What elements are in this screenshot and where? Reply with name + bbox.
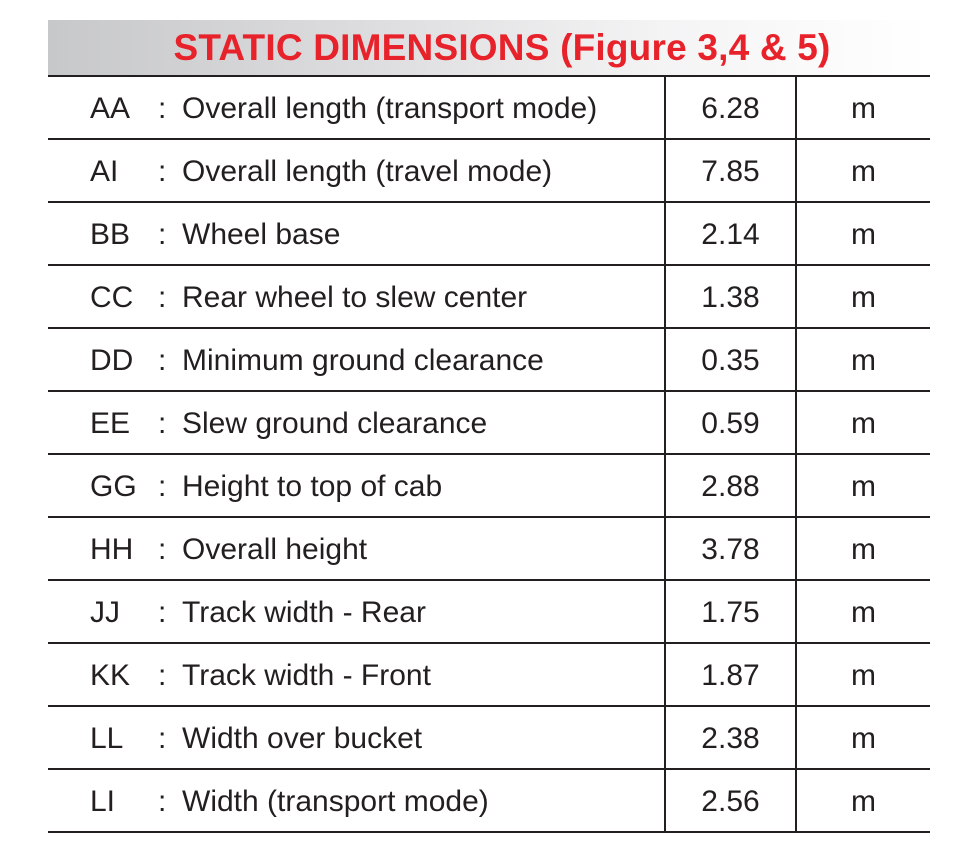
dimension-separator: : <box>158 343 167 377</box>
table-row <box>48 644 930 707</box>
dimension-description: Track width - Rear <box>182 595 426 629</box>
dimension-label-cell <box>48 329 666 390</box>
dimension-description: Minimum ground clearance <box>182 343 544 377</box>
dimension-unit: m <box>851 280 876 314</box>
dimension-description: Width over bucket <box>182 721 423 755</box>
dimension-unit: m <box>851 406 876 440</box>
dimension-description: Track width - Front <box>182 658 431 692</box>
dimension-label-cell <box>48 455 666 516</box>
dimension-value: 1.87 <box>666 644 797 705</box>
table-row <box>48 770 930 833</box>
dimension-separator: : <box>158 721 167 755</box>
table-body <box>48 77 930 833</box>
dimension-code: GG <box>90 469 137 503</box>
table-row <box>48 140 930 203</box>
dimension-unit: m <box>851 469 876 503</box>
dimension-code: KK <box>90 658 131 692</box>
dimension-value: 2.38 <box>666 707 797 768</box>
dimension-unit: m <box>851 154 876 188</box>
dimension-unit: m <box>851 595 876 629</box>
table-row <box>48 707 930 770</box>
dimension-unit: m <box>851 217 876 251</box>
dimension-code: AI <box>90 154 119 188</box>
dimension-label-cell <box>48 203 666 264</box>
dimension-separator: : <box>158 469 167 503</box>
dimension-value: 0.35 <box>666 329 797 390</box>
dimension-separator: : <box>158 406 167 440</box>
table-row <box>48 266 930 329</box>
table-title-bar <box>48 20 930 77</box>
dimension-value: 2.88 <box>666 455 797 516</box>
dimension-separator: : <box>158 154 167 188</box>
dimension-label-cell <box>48 140 666 201</box>
dimension-code: BB <box>90 217 131 251</box>
dimension-label-cell <box>48 644 666 705</box>
dimension-separator: : <box>158 595 167 629</box>
dimension-description: Overall height <box>182 532 368 566</box>
table-row <box>48 581 930 644</box>
dimension-code: LI <box>90 784 116 818</box>
table-row <box>48 329 930 392</box>
dimension-separator: : <box>158 280 167 314</box>
dimension-code: LL <box>90 721 124 755</box>
table-row <box>48 518 930 581</box>
dimension-separator: : <box>158 658 167 692</box>
static-dimensions-table <box>48 20 930 833</box>
dimension-unit: m <box>851 784 876 818</box>
dimension-label-cell <box>48 77 666 138</box>
dimension-label-cell <box>48 707 666 768</box>
dimension-unit: m <box>851 91 876 125</box>
dimension-value: 6.28 <box>666 77 797 138</box>
table-row <box>48 77 930 140</box>
dimension-unit: m <box>851 532 876 566</box>
table-row <box>48 392 930 455</box>
dimension-code: DD <box>90 343 134 377</box>
dimension-label-cell <box>48 581 666 642</box>
dimension-label-cell <box>48 392 666 453</box>
dimension-description: Slew ground clearance <box>182 406 488 440</box>
dimension-separator: : <box>158 91 167 125</box>
dimension-separator: : <box>158 784 167 818</box>
dimension-description: Wheel base <box>182 217 341 251</box>
table-title: STATIC DIMENSIONS (Figure 3,4 & 5) <box>173 26 831 68</box>
dimension-unit: m <box>851 721 876 755</box>
dimension-label-cell <box>48 518 666 579</box>
dimension-label-cell <box>48 266 666 327</box>
dimension-unit: m <box>851 658 876 692</box>
dimension-value: 0.59 <box>666 392 797 453</box>
table-row <box>48 203 930 266</box>
dimension-separator: : <box>158 217 167 251</box>
dimension-description: Rear wheel to slew center <box>182 280 528 314</box>
dimension-description: Overall length (travel mode) <box>182 154 553 188</box>
dimension-value: 1.75 <box>666 581 797 642</box>
dimension-value: 2.14 <box>666 203 797 264</box>
dimension-code: CC <box>90 280 134 314</box>
table-row <box>48 455 930 518</box>
dimension-value: 3.78 <box>666 518 797 579</box>
dimension-unit: m <box>851 343 876 377</box>
dimension-separator: : <box>158 532 167 566</box>
dimension-code: AA <box>90 91 131 125</box>
dimension-value: 1.38 <box>666 266 797 327</box>
dimension-value: 2.56 <box>666 770 797 831</box>
dimension-label-cell <box>48 770 666 831</box>
dimension-code: HH <box>90 532 134 566</box>
dimension-value: 7.85 <box>666 140 797 201</box>
dimension-code: JJ <box>90 595 120 629</box>
dimension-description: Height to top of cab <box>182 469 443 503</box>
dimension-description: Overall length (transport mode) <box>182 91 598 125</box>
dimension-code: EE <box>90 406 131 440</box>
dimension-description: Width (transport mode) <box>182 784 489 818</box>
